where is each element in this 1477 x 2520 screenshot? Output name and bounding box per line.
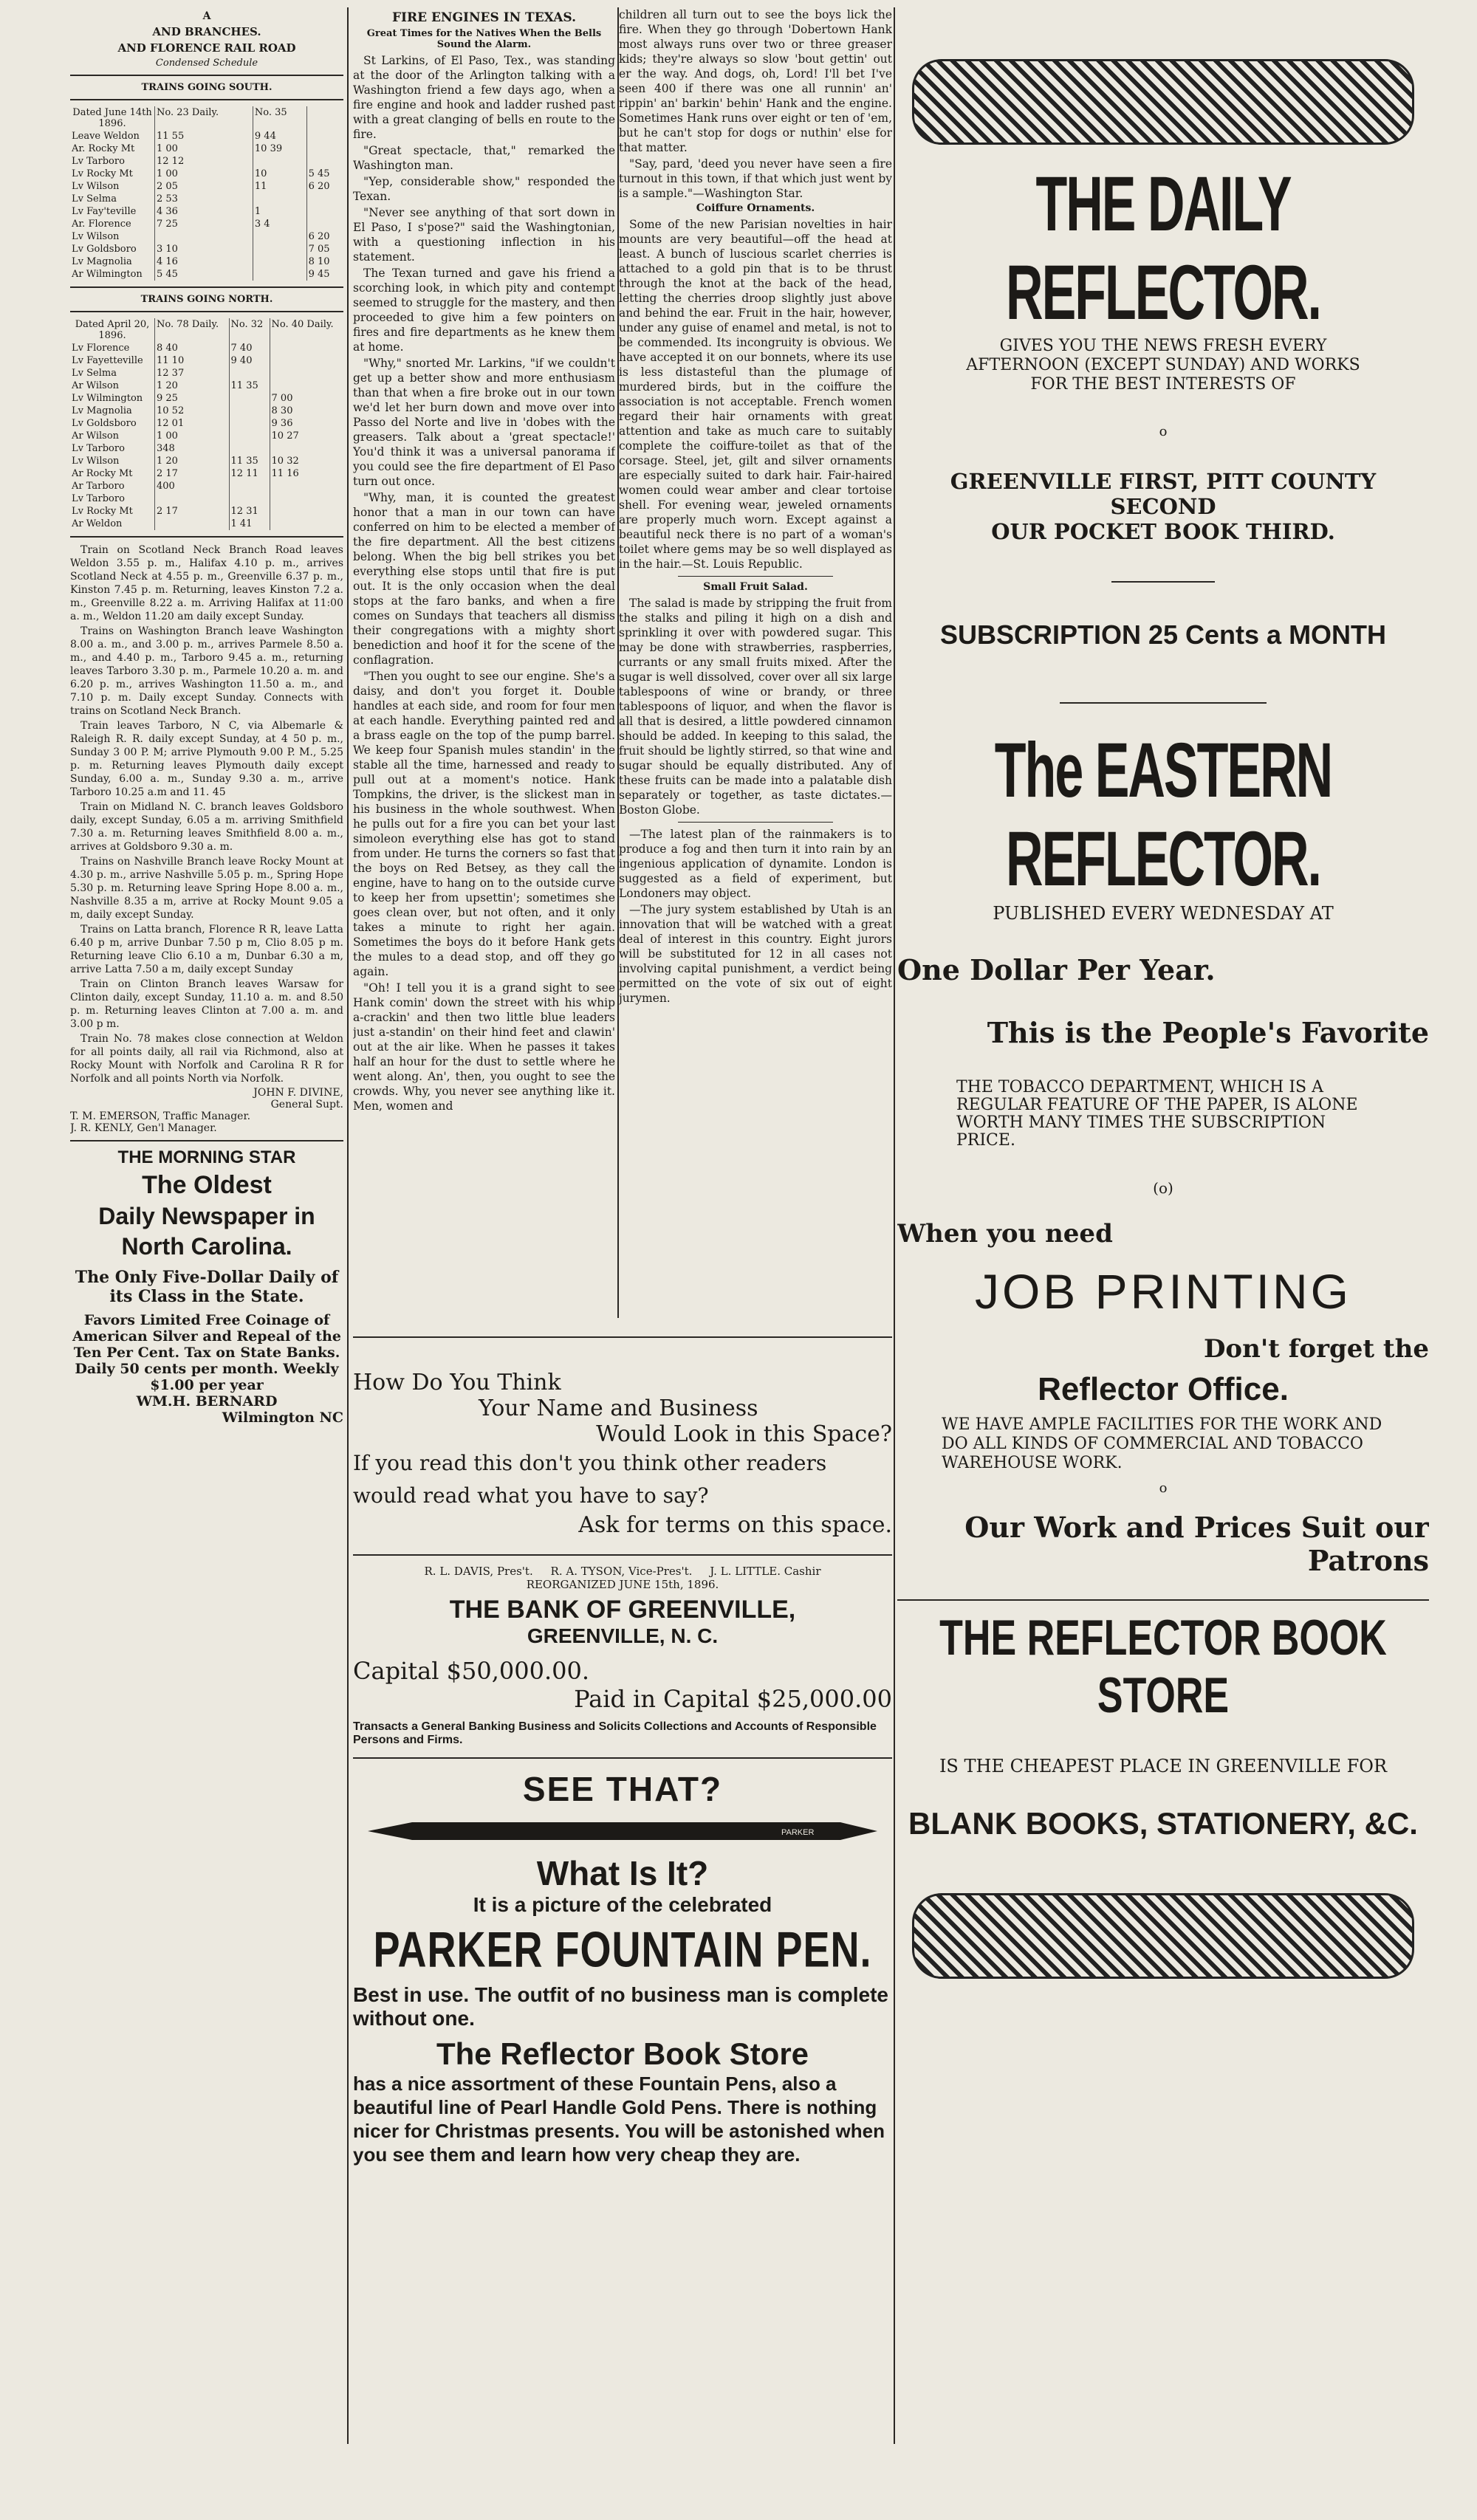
station-cell: Lv Rocky Mt <box>72 168 133 179</box>
time-cell <box>270 367 343 380</box>
railroad-note: Trains on Nashville Branch leave Rocky Mount at 4.30 p. m., arrive Nashville 5.05 p. m., Spring Hope 5.30 p. m. Returning leave Spring Hope 8.00 a. m., Nashville 8.35 a m, arrive at Rocky Mount 9.05 a m, daily except Sunday. <box>70 856 343 921</box>
table-row <box>70 442 343 455</box>
article-title: Coiffure Ornaments. <box>696 202 815 214</box>
ad-line: How Do You Think <box>353 1370 561 1395</box>
signature: JOHN F. DIVINE, <box>253 1087 343 1099</box>
article-paragraph: children all turn out to see the boys lick the fire. When they go through 'Dobertown Hank most always runs over two or three greaser kids; they're always so slow 'bout gettin' out er the way. And dogs, oh, Lord! I'll bet I've seen 400 if there was one all runnin' an' rippin' an' barkin' behin' Hank and the engine. Sometimes Hank runs over eight or ten of 'em, but he can't stop for dogs or nuthin' else for that matter. <box>619 8 892 154</box>
time-cell: 8 40 <box>155 342 230 354</box>
table-row <box>70 430 343 442</box>
table-row <box>70 205 343 218</box>
col-header: No. 40 Daily. <box>270 318 343 342</box>
table-row <box>70 193 343 205</box>
time-cell: 11 10 <box>155 354 230 367</box>
ornament-icon <box>912 1893 1414 1979</box>
time-cell: 3 10 <box>155 243 253 255</box>
station-cell: Lv Tarboro <box>72 156 125 167</box>
north-title: TRAINS GOING NORTH. <box>140 294 273 305</box>
station-cell: Ar Tarboro <box>72 481 125 492</box>
time-cell: 12 11 <box>229 467 270 480</box>
time-cell: 5 45 <box>155 268 253 281</box>
time-cell: 2 05 <box>155 180 253 193</box>
col-header <box>306 106 343 130</box>
time-cell: 4 36 <box>155 205 253 218</box>
advertisements <box>353 1370 892 2403</box>
pen-ad-store: The Reflector Book Store <box>436 2036 809 2071</box>
time-cell: 1 20 <box>155 380 230 392</box>
morning-star-line: Favors Limited Free Coinage of American Silver and Repeal of the Ten Per Cent. Tax on State Banks. Daily 50 cents per month. Weekly $1.00 per year <box>72 1312 341 1393</box>
morning-star-title: THE MORNING STAR <box>117 1147 296 1167</box>
eastern-reflector-title: The EASTERN REFLECTOR. <box>994 727 1332 902</box>
table-row <box>70 143 343 155</box>
job-need: When you need <box>897 1219 1113 1249</box>
station-cell: Ar. Rocky Mt <box>72 143 135 154</box>
subscription-line: SUBSCRIPTION 25 Cents a MONTH <box>939 619 1387 650</box>
station-cell: Ar Rocky Mt <box>72 468 133 479</box>
column-rule <box>347 7 349 2444</box>
reflector-motto: OUR POCKET BOOK THIRD. <box>991 519 1335 544</box>
col-header: No. 23 Daily. <box>155 106 253 130</box>
table-row <box>70 467 343 480</box>
time-cell: 10 32 <box>270 455 343 467</box>
article-paragraph: The Texan turned and gave his friend a scorching look, in which pity and contempt seemed to struggle for the mastery, and then proceeded to give him a few pointers on fires and fire departments as he knew them at home. <box>353 267 615 354</box>
station-cell: Lv Selma <box>72 193 117 205</box>
table-row <box>70 218 343 230</box>
article-paragraph: St Larkins, of El Paso, Tex., was standing at the door of the Arlington talking with a Washington friend a few days ago, when a fire engine and hook and ladder rushed past with a great clanging of bells en route to the fire. <box>353 54 615 141</box>
article-title: Small Fruit Salad. <box>703 581 808 593</box>
time-cell <box>253 155 306 168</box>
time-cell: 348 <box>155 442 230 455</box>
railroad-note: Train on Clinton Branch leaves Warsaw for Clinton daily, except Sunday, 11.10 a. m. and 8.50 p. m. Returning leaves Clinton at 7.00 a. m. and 3.00 p m. <box>70 978 343 1030</box>
divider-mark: (o) <box>1153 1179 1173 1197</box>
bank-description: Transacts a General Banking Business and Solicits Collections and Accounts of Responsible Persons and Firms. <box>353 1720 877 1746</box>
morning-star-line: WM.H. BERNARD <box>136 1393 278 1410</box>
time-cell: 2 17 <box>155 505 230 518</box>
time-cell: 1 00 <box>155 430 230 442</box>
fire-engines-column <box>353 7 615 1322</box>
time-cell <box>270 505 343 518</box>
divider-mark: o <box>1159 1480 1168 1496</box>
station-cell: Ar Wilmington <box>72 269 143 280</box>
favorite-line: This is the People's Favorite <box>987 1016 1429 1049</box>
time-cell: 11 <box>253 180 306 193</box>
station-cell: Lv Fay'teville <box>72 206 137 217</box>
time-cell <box>270 354 343 367</box>
table-row <box>70 230 343 243</box>
table-row <box>70 405 343 417</box>
station-cell: Ar Wilson <box>72 430 120 442</box>
miscellany-column <box>619 7 892 1322</box>
table-row <box>70 367 343 380</box>
col-header: No. 78 Daily. <box>155 318 230 342</box>
morning-star-line: Daily Newspaper in <box>98 1203 315 1229</box>
time-cell <box>253 193 306 205</box>
station-cell: Leave Weldon <box>72 131 140 142</box>
station-cell: Lv Wilmington <box>72 393 143 404</box>
signature: J. R. KENLY, Gen'l Manager. <box>70 1122 217 1134</box>
table-row <box>70 392 343 405</box>
time-cell: 1 <box>253 205 306 218</box>
morning-star-line: The Only Five-Dollar Daily of its Class in the State. <box>75 1268 339 1306</box>
article-paragraph: "Never see anything of that sort down in El Paso, I s'pose?" said the Washingtonian, with a questioning inflection in his statement. <box>353 206 615 264</box>
table-row <box>70 417 343 430</box>
time-cell <box>270 380 343 392</box>
railroad-notes <box>70 543 343 1085</box>
time-cell <box>306 155 343 168</box>
time-cell: 1 00 <box>155 143 253 155</box>
article-paragraph: The salad is made by stripping the fruit from the stalks and piling it high on a dish and sprinkling it over with powdered sugar. This may be done with strawberries, raspberries, currants or any small fruits mixed. After the sugar is well dissolved, cover over all six large tablespoons of wine or brandy, or three tablespoons of liquor, and when the flavor is all that is desired, a little powdered cinnamon should be added. In keeping to this salad, the fruit should be lightly stirred, so that wine and sugar should be equally distributed. Any of these fruits can be made into a palatable dish separately or together, as taste dictates.—Boston Globe. <box>619 597 892 817</box>
table-row <box>70 505 343 518</box>
time-cell <box>253 243 306 255</box>
time-cell <box>229 430 270 442</box>
time-cell <box>253 255 306 268</box>
price-line: One Dollar Per Year. <box>897 953 1216 986</box>
table-row <box>70 243 343 255</box>
time-cell <box>306 205 343 218</box>
reflector-column <box>897 7 1429 2444</box>
ad-line: Ask for terms on this space. <box>578 1512 892 1538</box>
signature: T. M. EMERSON, Traffic Manager. <box>70 1110 251 1122</box>
time-cell: 9 40 <box>229 354 270 367</box>
time-cell <box>155 230 253 243</box>
time-cell: 10 52 <box>155 405 230 417</box>
article-paragraph: —The jury system established by Utah is an innovation that will be watched with a great deal of interest in this country. Eight jurors will be substituted for 12 in all cases not involving capital punishment, a verdict being permitted on the vote of six out of eight jurymen. <box>619 903 892 1005</box>
time-cell <box>306 143 343 155</box>
time-cell <box>270 342 343 354</box>
article-paragraph: "Oh! I tell you it is a grand sight to see Hank comin' down the street with his whip a-crackin' and then two little blue leaders just a-standin' on their hind feet and clawin' out at the air like. When he passes it takes half an hour for the dust to settle where he went along. An', then, you ought to see the crowds. Why, you never see anything like it. Men, women and <box>353 981 615 1113</box>
morning-star-line: Wilmington NC <box>222 1410 343 1426</box>
table-row <box>70 480 343 492</box>
job-dont: Don't forget the <box>1203 1334 1429 1364</box>
station-cell: Lv Wilson <box>72 456 120 467</box>
time-cell <box>229 417 270 430</box>
cheapest-line: IS THE CHEAPEST PLACE IN GREENVILLE FOR <box>939 1756 1388 1776</box>
time-cell <box>306 130 343 143</box>
signature-title: General Supt. <box>270 1099 343 1110</box>
time-cell: 7 00 <box>270 392 343 405</box>
reflector-motto: GREENVILLE FIRST, PITT COUNTY SECOND <box>950 469 1377 519</box>
time-cell <box>253 268 306 281</box>
article-paragraph: "Why, man, it is counted the greatest honor that a man in our town can have conferred on him to be elected a member of the fire department. All the best citizens belong. When the big bell strikes you bet everything else stops until that fire is put out. It is the only occasion when the deal stops at the faro banks, and when a fire comes on Sundays that teachers all dismiss their congregations with a mighty short benediction and hoof it for the scene of the conflagration. <box>353 491 615 667</box>
article-paragraph: "Then you ought to see our engine. She's a daisy, and don't you forget it. Double handles at each side, and room for four men at each handle. Everything painted red and a brass eagle on the top of the pump barrel. We keep four Spanish mules standin' in the stable all the time, harnessed and ready to pull out at a moment's notice. Hank Tompkins, the driver, is the slickest man in his business in the whole southwest. When he pulls out for a fire you can bet your last simoleon everything else has got to stand from under. He turns the corners so fast that the boys on Red Betsey, as they call the engine, have to hang on to the outside curve to keep her from upsettin'; sometimes she goes clean over, but not often, and it only takes a minute to right her again. Sometimes the boys do it before Hank gets the mules to a dead stop, and off they go again. <box>353 670 615 978</box>
station-cell: Lv Rocky Mt <box>72 506 133 517</box>
time-cell: 6 20 <box>306 180 343 193</box>
time-cell <box>229 367 270 380</box>
tobacco-line: THE TOBACCO DEPARTMENT, WHICH IS A REGULAR FEATURE OF THE PAPER, IS ALONE WORTH MANY TIMES THE SUBSCRIPTION PRICE. <box>956 1078 1358 1150</box>
railroad-note: Trains on Latta branch, Florence R R, leave Latta 6.40 p m, arrive Dunbar 7.50 p m, Clio 8.05 p m. Returning leave Clio 6.10 a m, Dunbar 6.30 a m, arrive Latta 7.50 a m, daily except Sunday <box>70 924 343 975</box>
time-cell: 9 44 <box>253 130 306 143</box>
station-cell: Lv Magnolia <box>72 405 132 416</box>
bank-reorganized: REORGANIZED JUNE 15th, 1896. <box>526 1578 719 1591</box>
article-title: FIRE ENGINES IN TEXAS. <box>391 10 577 25</box>
railroad-note: Train on Scotland Neck Branch Road leaves Weldon 3.55 p. m., Halifax 4.10 p. m., arrives Scotland Neck at 4.55 p. m., Greenville 6.37 p. m., Kinston 7.45 p. m. Returning, leaves Kinston 7.2 a. m., Greenville 8.22 a. m. Arriving Halifax at 11:00 a. m., Weldon 11.20 am daily except Sunday. <box>70 544 343 622</box>
time-cell <box>270 442 343 455</box>
ad-line: Your Name and Business <box>479 1395 758 1421</box>
railroad-note: Train on Midland N. C. branch leaves Goldsboro daily, except Sunday, 6.05 a m. arriving Smithfield 7.30 a. m. Returning leaves Smithfield 8.00 a. m., arrives at Goldsboro 9.30 a. m. <box>70 801 343 853</box>
time-cell: 12 37 <box>155 367 230 380</box>
pen-ad-pic: It is a picture of the celebrated <box>473 1893 772 1916</box>
time-cell: 3 4 <box>253 218 306 230</box>
time-cell: 10 39 <box>253 143 306 155</box>
railroad-subheader: AND BRANCHES. <box>152 25 261 38</box>
job-printing-title: JOB PRINTING <box>974 1264 1352 1319</box>
bookstore-title: THE REFLECTOR BOOK STORE <box>939 1610 1387 1724</box>
bank-place: GREENVILLE, N. C. <box>527 1624 719 1647</box>
time-cell <box>270 518 343 530</box>
daily-reflector-desc: GIVES YOU THE NEWS FRESH EVERY AFTERNOON (EXCEPT SUNDAY) AND WORKS FOR THE BEST INTERESTS OF <box>966 337 1360 394</box>
time-cell: 12 12 <box>155 155 253 168</box>
column-rule <box>894 7 895 2444</box>
morning-star-line: North Carolina. <box>121 1233 292 1260</box>
railroad-column <box>70 7 343 2444</box>
railroad-schedule-label: Condensed Schedule <box>155 58 258 69</box>
table-row <box>70 518 343 530</box>
time-cell: 9 36 <box>270 417 343 430</box>
divider-mark: o <box>1159 424 1168 439</box>
table-row <box>70 342 343 354</box>
time-cell: 12 01 <box>155 417 230 430</box>
time-cell <box>229 480 270 492</box>
bank-officers: R. L. DAVIS, Pres't. R. A. TYSON, Vice-Pres't. J. L. LITTLE. Cashir <box>424 1565 821 1578</box>
table-row <box>70 255 343 268</box>
station-cell: Ar Weldon <box>72 518 123 529</box>
pen-ad-best: Best in use. The outfit of no business man is complete without one. <box>353 1983 888 2030</box>
table-row <box>70 455 343 467</box>
station-cell: Ar. Florence <box>72 219 131 230</box>
bank-name: THE BANK OF GREENVILLE, <box>449 1596 796 1624</box>
time-cell: 1 00 <box>155 168 253 180</box>
station-cell: Lv Fayetteville <box>72 355 143 366</box>
time-cell <box>270 492 343 505</box>
table-row <box>70 354 343 367</box>
ornament-icon <box>912 59 1414 145</box>
published-line: PUBLISHED EVERY WEDNESDAY AT <box>993 903 1334 924</box>
time-cell <box>229 442 270 455</box>
time-cell <box>270 480 343 492</box>
article-paragraph: "Why," snorted Mr. Larkins, "if we couldn't get up a better show and more enthusiasm than that when a fire broke out in our town we'd let her burn down and move over into Passo del Norte and live in 'dobes with the greasers. Talk about a 'great spectacle!' You'd think it was a universal panorama if you could see the fire department of El Paso turn out once. <box>353 357 615 488</box>
time-cell <box>229 392 270 405</box>
time-cell: 9 25 <box>155 392 230 405</box>
article-paragraph: Some of the new Parisian novelties in hair mounts are very beautiful—off the head at least. A bunch of luscious scarlet cherries is attached to a gold pin that is to be thrust through the knot at the back of the head, letting the cherries droop slightly just above and behind the ear. Fruit in the hair, however, under any guise of enamel and metal, is not to be commended. Its incongruity is obvious. We have accepted it on our bonnets, where its use is less distasteful than the plumage of murdered birds, but in the coiffure the association is not acceptable. French women regard their hair ornaments with great attention and take as much care to suitably complete the coiffure-toilet as that of the corsage. Steel, jet, gilt and silver ornaments are especially suited to dark hair. Fair-haired women could wear amber and clear tortoise shell. For evening wear, jeweled ornaments are properly much worn. Except against a beautiful neck there is no part of a woman's toilet where gems may be so well displayed as in the hair.—St. Louis Republic. <box>619 218 892 571</box>
time-cell: 2 53 <box>155 193 253 205</box>
station-cell: Lv Tarboro <box>72 443 125 454</box>
facilities-line: WE HAVE AMPLE FACILITIES FOR THE WORK AND DO ALL KINDS OF COMMERCIAL AND TOBACCO WAREHOUSE WORK. <box>942 1415 1382 1472</box>
railroad-note: Train leaves Tarboro, N C, via Albemarle & Raleigh R. R. daily except Sunday, at 4 50 p. m., Sunday 3 00 P. M; arrive Plymouth 9.00 P. M., 5.25 p. m. Returning leaves Plymouth daily except Sunday, 6.00 a. m., Sunday 9.30 a. m., arrive Tarboro 10.25 a.m and 11. 45 <box>70 720 343 798</box>
pen-ad-what: What Is It? <box>536 1854 709 1892</box>
article-paragraph: "Yep, considerable show," responded the Texan. <box>353 175 615 203</box>
time-cell: 9 45 <box>306 268 343 281</box>
time-cell: 6 20 <box>306 230 343 243</box>
time-cell: 400 <box>155 480 230 492</box>
railroad-header: A <box>202 10 211 22</box>
time-cell <box>155 492 230 505</box>
time-cell: 11 16 <box>270 467 343 480</box>
time-cell: 5 45 <box>306 168 343 180</box>
station-cell: Lv Goldsboro <box>72 244 137 255</box>
railroad-note: Trains on Washington Branch leave Washington 8.00 a. m., and 3.00 p. m., arrives Parmele 8.50 a. m., and 4.40 p. m., Tarboro 9.45 a. m., returning leaves Tarboro 3.30 p. m., Parmele 10.20 a. m. and 6.20 p. m., arrives Washington 11.50 a. m., and 7.10 p. m. Daily except Sunday. Connects with trains on Scotland Neck Branch. <box>70 625 343 717</box>
article-paragraph: "Say, pard, 'deed you never have seen a fire turnout in this town, if that which just went by is a sample."—Washington Star. <box>619 157 892 200</box>
dated-cell: Dated April 20, 1896. <box>75 319 150 341</box>
station-cell: Lv Wilson <box>72 231 120 242</box>
station-cell: Lv Magnolia <box>72 256 132 267</box>
time-cell <box>229 405 270 417</box>
time-cell <box>306 218 343 230</box>
dated-cell: Dated June 14th 1896. <box>72 107 152 129</box>
time-cell <box>253 230 306 243</box>
table-row <box>70 492 343 505</box>
station-cell: Lv Selma <box>72 368 117 379</box>
article-paragraph: "Great spectacle, that," remarked the Washington man. <box>353 144 615 172</box>
pen-ad-see: SEE THAT? <box>522 1770 723 1808</box>
pen-brand-label: PARKER <box>781 1828 815 1837</box>
railroad-subheader: AND FLORENCE RAIL ROAD <box>117 41 296 55</box>
time-cell: 11 55 <box>155 130 253 143</box>
time-cell: 1 20 <box>155 455 230 467</box>
table-row <box>70 380 343 392</box>
north-timetable <box>70 318 343 530</box>
pen-ad-assortment: has a nice assortment of these Fountain Pens, also a beautiful line of Pearl Handle Gold Pens. There is nothing nicer for Christmas presents. You will be astonished when you see them and learn how very cheap they are. <box>353 2073 885 2166</box>
table-row <box>70 180 343 193</box>
table-row <box>70 155 343 168</box>
time-cell: 7 25 <box>155 218 253 230</box>
article-paragraph: —The latest plan of the rainmakers is to produce a fog and then turn it into rain by an ingenious application of dynamite. London is suggested as a field of experiment, but Londoners may object. <box>619 828 892 900</box>
time-cell: 4 16 <box>155 255 253 268</box>
station-cell: Lv Florence <box>72 343 130 354</box>
table-row <box>70 130 343 143</box>
col-header: No. 32 <box>229 318 270 342</box>
time-cell <box>306 193 343 205</box>
bank-capital: Capital $50,000.00. <box>353 1657 590 1685</box>
station-cell: Lv Wilson <box>72 181 120 192</box>
fountain-pen-icon <box>368 1816 877 1846</box>
railroad-note: Train No. 78 makes close connection at Weldon for all points daily, all rail via Richmond, also at Rocky Mount with Norfolk and Carolina R R for Norfolk and all points North via Norfolk. <box>70 1033 343 1085</box>
time-cell <box>229 492 270 505</box>
ad-line: If you read this don't you think other readers would read what you have to say? <box>353 1451 827 1508</box>
time-cell: 12 31 <box>229 505 270 518</box>
section-rule <box>353 1336 892 1338</box>
morning-star-line: The Oldest <box>142 1171 272 1199</box>
reflector-office: Reflector Office. <box>1038 1371 1289 1407</box>
time-cell: 1 41 <box>229 518 270 530</box>
time-cell: 8 10 <box>306 255 343 268</box>
south-timetable <box>70 106 343 281</box>
suit-line: Our Work and Prices Suit our Patrons <box>964 1511 1429 1577</box>
time-cell: 7 05 <box>306 243 343 255</box>
article-body <box>353 53 615 1113</box>
time-cell: 8 30 <box>270 405 343 417</box>
table-row <box>70 168 343 180</box>
col-header: No. 35 <box>253 106 306 130</box>
time-cell: 10 <box>253 168 306 180</box>
time-cell: 11 35 <box>229 455 270 467</box>
station-cell: Lv Goldsboro <box>72 418 137 429</box>
station-cell: Lv Tarboro <box>72 493 125 504</box>
pen-ad-brand: PARKER FOUNTAIN PEN. <box>373 1922 872 1978</box>
station-cell: Ar Wilson <box>72 380 120 391</box>
time-cell: 10 27 <box>270 430 343 442</box>
ad-line: Would Look in this Space? <box>596 1421 892 1447</box>
blank-books-line: BLANK BOOKS, STATIONERY, &C. <box>908 1806 1418 1841</box>
bank-paid-capital: Paid in Capital $25,000.00 <box>574 1685 892 1713</box>
time-cell <box>155 518 230 530</box>
time-cell: 7 40 <box>229 342 270 354</box>
article-subtitle: Great Times for the Natives When the Bells Sound the Alarm. <box>366 28 602 50</box>
daily-reflector-title: THE DAILY REFLECTOR. <box>1006 160 1320 336</box>
table-row <box>70 268 343 281</box>
time-cell: 2 17 <box>155 467 230 480</box>
south-title: TRAINS GOING SOUTH. <box>141 82 273 93</box>
time-cell: 11 35 <box>229 380 270 392</box>
